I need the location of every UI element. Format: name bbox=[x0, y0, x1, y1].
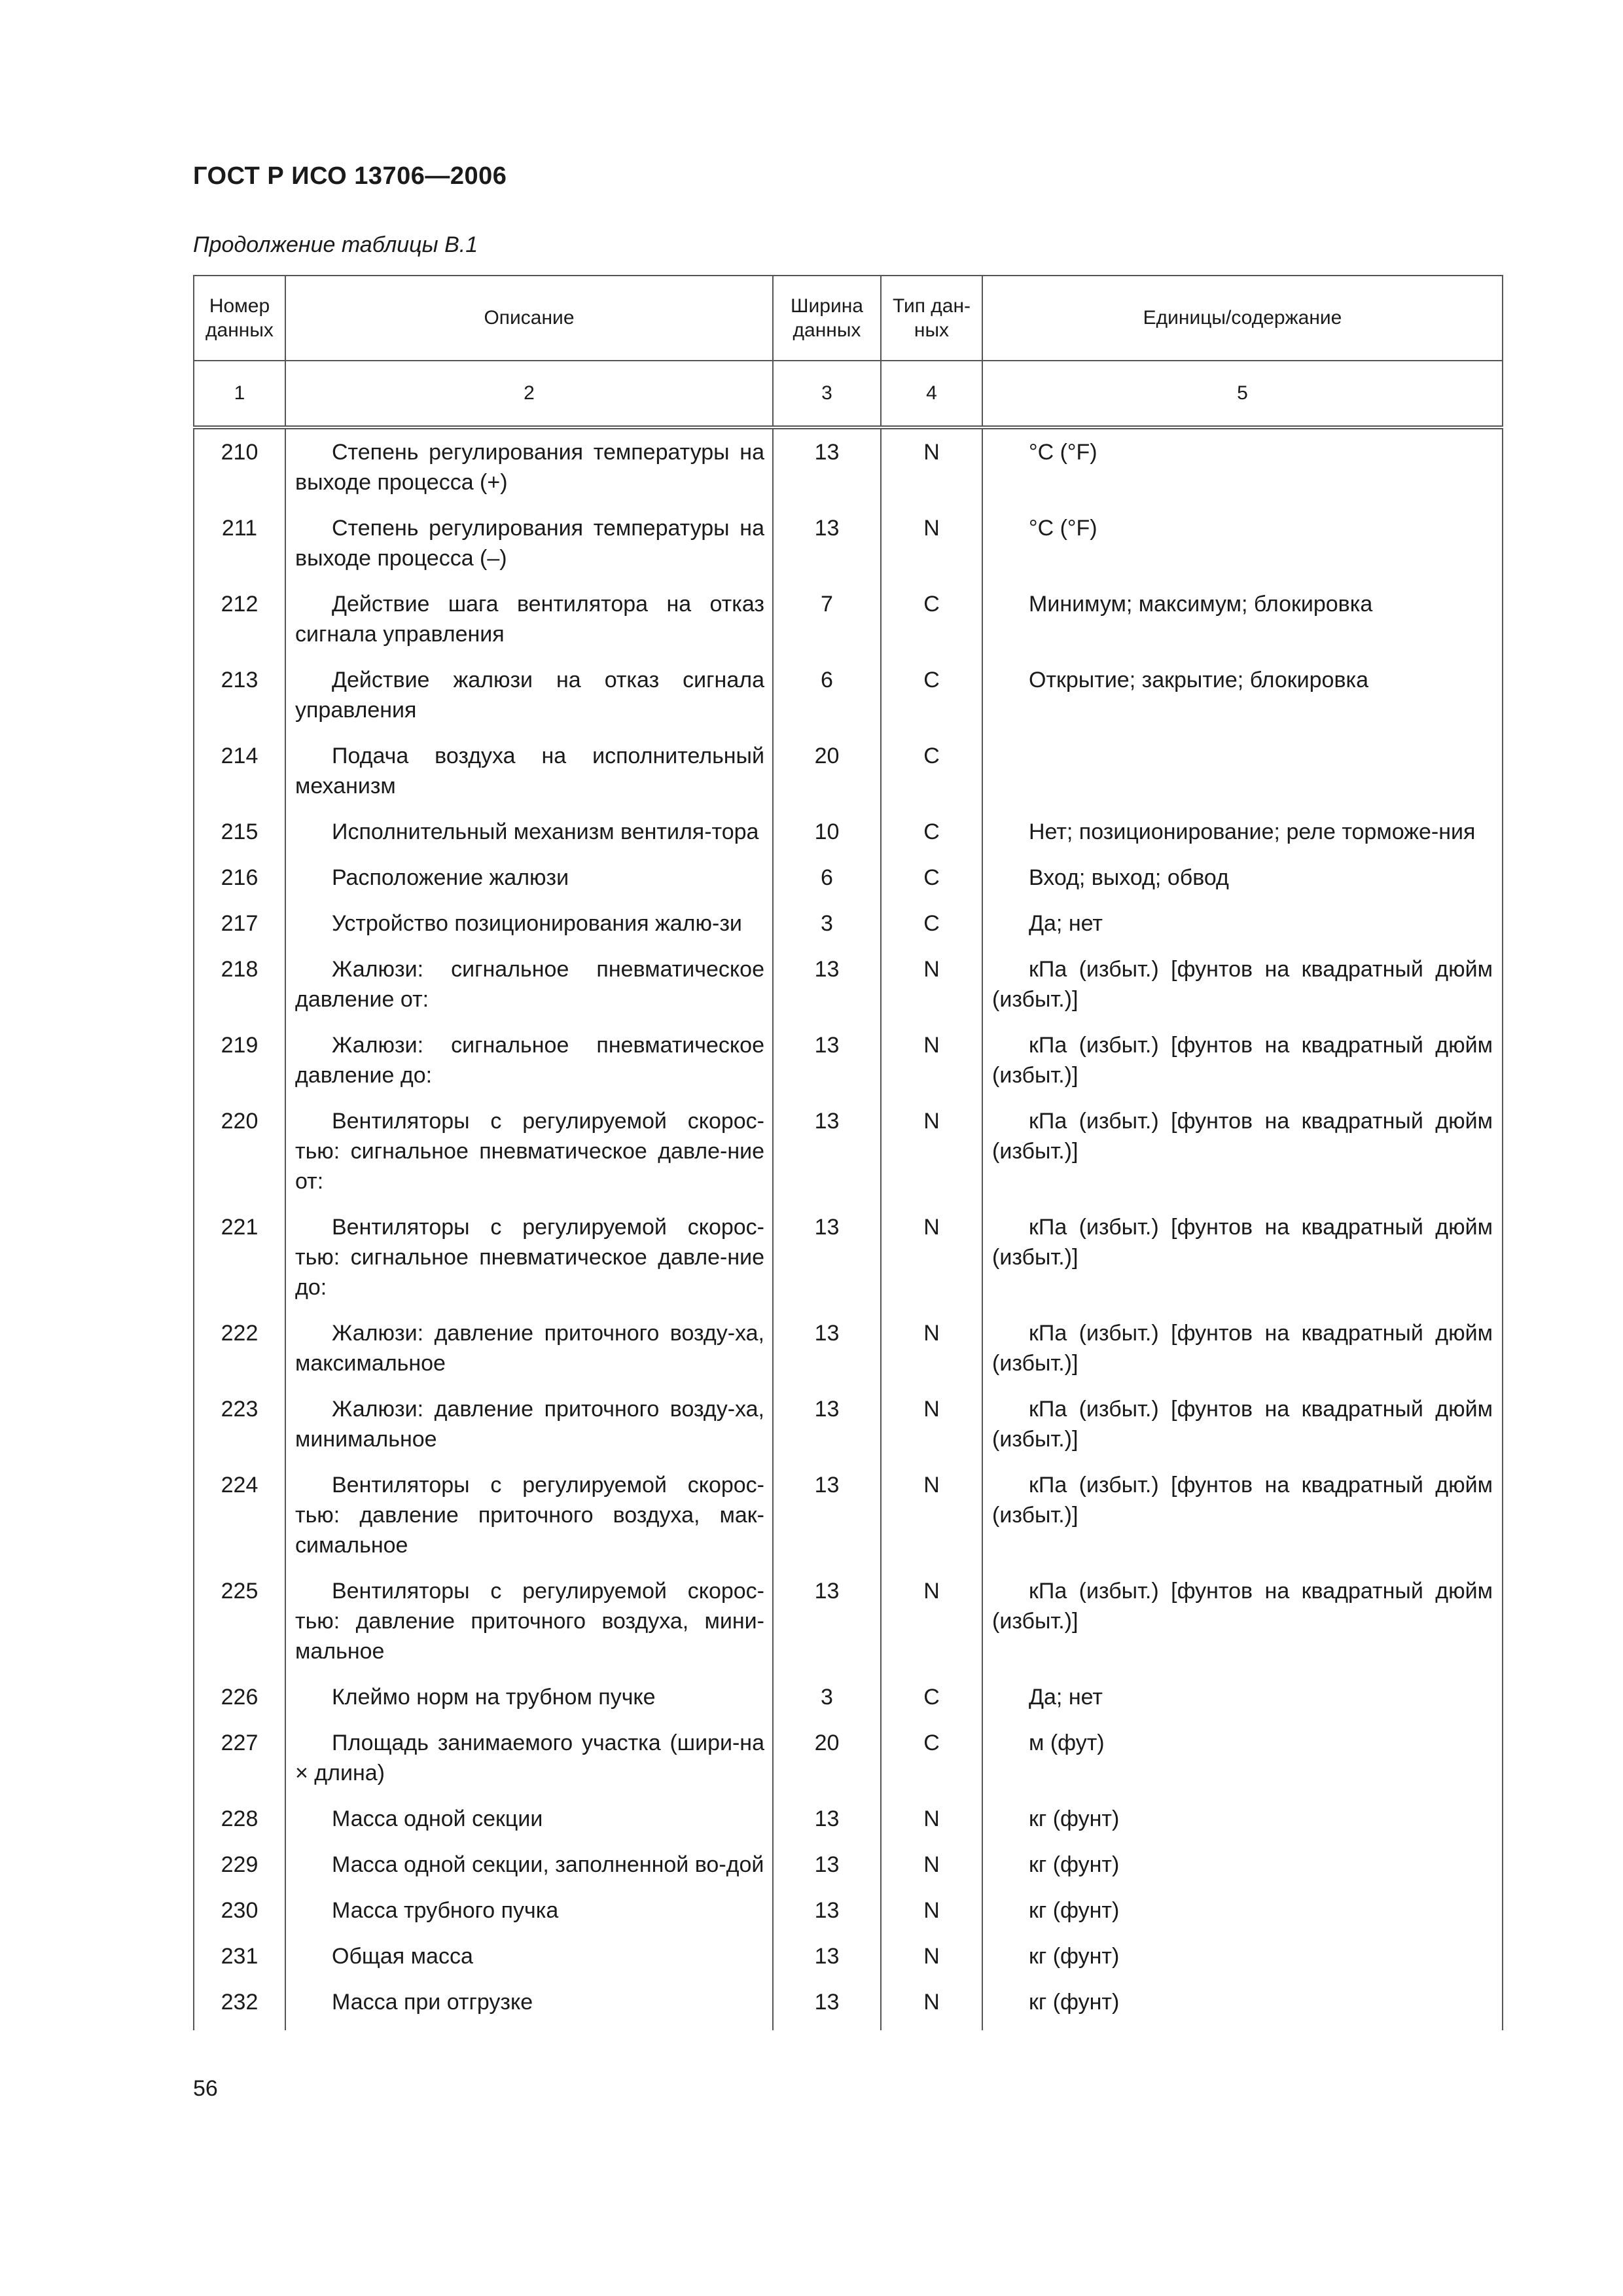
cell-data-width: 10 bbox=[773, 809, 881, 855]
cell-description: Жалюзи: сигнальное пневматическое давление от: bbox=[285, 946, 773, 1022]
cell-data-number: 210 bbox=[194, 427, 285, 505]
table-row bbox=[194, 1796, 1503, 1842]
cell-data-width: 13 bbox=[773, 1386, 881, 1462]
cell-units: кг (фунт) bbox=[982, 1796, 1503, 1842]
cell-data-number: 224 bbox=[194, 1462, 285, 1568]
cell-units: кПа (избыт.) [фунтов на квадратный дюйм (избыт.)] bbox=[982, 1204, 1503, 1310]
cell-data-type: N bbox=[881, 1933, 982, 1979]
cell-data-type: C bbox=[881, 901, 982, 946]
table-row bbox=[194, 1933, 1503, 1979]
cell-data-number: 220 bbox=[194, 1098, 285, 1204]
cell-data-type: N bbox=[881, 1888, 982, 1933]
table-row bbox=[194, 1022, 1503, 1098]
cell-data-number: 213 bbox=[194, 657, 285, 733]
cell-data-type: C bbox=[881, 1720, 982, 1796]
cell-data-type: N bbox=[881, 1386, 982, 1462]
cell-units bbox=[982, 733, 1503, 809]
column-header-type: Тип дан-ных bbox=[881, 276, 982, 361]
cell-data-number: 216 bbox=[194, 855, 285, 901]
cell-units: Да; нет bbox=[982, 1674, 1503, 1720]
table-row bbox=[194, 1462, 1503, 1568]
cell-data-width: 20 bbox=[773, 733, 881, 809]
cell-data-type: N bbox=[881, 1204, 982, 1310]
column-header-number: Номер данных bbox=[194, 276, 285, 361]
cell-units: Да; нет bbox=[982, 901, 1503, 946]
cell-units: кг (фунт) bbox=[982, 1933, 1503, 1979]
cell-units: кПа (избыт.) [фунтов на квадратный дюйм (избыт.)] bbox=[982, 946, 1503, 1022]
cell-units: °C (°F) bbox=[982, 427, 1503, 505]
column-header-width: Ширина данных bbox=[773, 276, 881, 361]
column-number: 2 bbox=[285, 361, 773, 427]
cell-data-type: N bbox=[881, 1310, 982, 1386]
cell-description: Действие шага вентилятора на отказ сигнала управления bbox=[285, 581, 773, 657]
cell-data-number: 229 bbox=[194, 1842, 285, 1888]
cell-data-type: N bbox=[881, 946, 982, 1022]
table-row bbox=[194, 1310, 1503, 1386]
document-title: ГОСТ Р ИСО 13706—2006 bbox=[193, 162, 507, 190]
cell-description: Вентиляторы с регулируемой скорос-тью: сигнальное пневматическое давле-ние до: bbox=[285, 1204, 773, 1310]
cell-description: Жалюзи: давление приточного возду-ха, минимальное bbox=[285, 1386, 773, 1462]
cell-data-type: N bbox=[881, 427, 982, 505]
cell-description: Степень регулирования температуры на выходе процесса (–) bbox=[285, 505, 773, 581]
cell-description: Масса при отгрузке bbox=[285, 1979, 773, 2030]
cell-data-type: C bbox=[881, 657, 982, 733]
cell-data-type: N bbox=[881, 505, 982, 581]
cell-data-width: 6 bbox=[773, 657, 881, 733]
table-row bbox=[194, 1204, 1503, 1310]
cell-data-number: 218 bbox=[194, 946, 285, 1022]
column-number: 5 bbox=[982, 361, 1503, 427]
cell-description: Вентиляторы с регулируемой скорос-тью: давление приточного воздуха, мак-симальное bbox=[285, 1462, 773, 1568]
cell-data-width: 6 bbox=[773, 855, 881, 901]
cell-units: Нет; позиционирование; реле торможе-ния bbox=[982, 809, 1503, 855]
cell-description: Жалюзи: сигнальное пневматическое давление до: bbox=[285, 1022, 773, 1098]
cell-data-number: 223 bbox=[194, 1386, 285, 1462]
cell-description: Действие жалюзи на отказ сигнала управления bbox=[285, 657, 773, 733]
cell-data-width: 13 bbox=[773, 1888, 881, 1933]
cell-data-type: C bbox=[881, 1674, 982, 1720]
cell-data-number: 215 bbox=[194, 809, 285, 855]
column-header-description: Описание bbox=[285, 276, 773, 361]
cell-data-number: 222 bbox=[194, 1310, 285, 1386]
table-row bbox=[194, 901, 1503, 946]
table-row bbox=[194, 427, 1503, 505]
cell-data-number: 228 bbox=[194, 1796, 285, 1842]
page-number: 56 bbox=[193, 2076, 218, 2101]
cell-data-width: 7 bbox=[773, 581, 881, 657]
cell-description: Вентиляторы с регулируемой скорос-тью: давление приточного воздуха, мини-мальное bbox=[285, 1568, 773, 1674]
cell-units: Открытие; закрытие; блокировка bbox=[982, 657, 1503, 733]
cell-data-type: N bbox=[881, 1979, 982, 2030]
cell-units: кПа (избыт.) [фунтов на квадратный дюйм (избыт.)] bbox=[982, 1386, 1503, 1462]
table-row bbox=[194, 1674, 1503, 1720]
cell-description: Расположение жалюзи bbox=[285, 855, 773, 901]
cell-data-width: 3 bbox=[773, 901, 881, 946]
cell-data-number: 231 bbox=[194, 1933, 285, 1979]
cell-data-width: 13 bbox=[773, 1022, 881, 1098]
cell-data-width: 13 bbox=[773, 1462, 881, 1568]
cell-data-number: 227 bbox=[194, 1720, 285, 1796]
cell-data-number: 230 bbox=[194, 1888, 285, 1933]
table-row bbox=[194, 505, 1503, 581]
cell-data-width: 13 bbox=[773, 1842, 881, 1888]
cell-data-type: N bbox=[881, 1462, 982, 1568]
table-caption: Продолжение таблицы В.1 bbox=[193, 232, 478, 257]
cell-data-width: 13 bbox=[773, 505, 881, 581]
cell-data-type: N bbox=[881, 1098, 982, 1204]
cell-description: Подача воздуха на исполнительный механизм bbox=[285, 733, 773, 809]
column-header-units: Единицы/содержание bbox=[982, 276, 1503, 361]
cell-data-number: 212 bbox=[194, 581, 285, 657]
column-number: 4 bbox=[881, 361, 982, 427]
table-row bbox=[194, 809, 1503, 855]
cell-units: кг (фунт) bbox=[982, 1888, 1503, 1933]
cell-description: Масса одной секции bbox=[285, 1796, 773, 1842]
cell-data-number: 211 bbox=[194, 505, 285, 581]
table-row bbox=[194, 1888, 1503, 1933]
column-number-row bbox=[194, 361, 1503, 427]
cell-units: °C (°F) bbox=[982, 505, 1503, 581]
table-row bbox=[194, 1098, 1503, 1204]
cell-data-type: N bbox=[881, 1568, 982, 1674]
cell-units: кг (фунт) bbox=[982, 1979, 1503, 2030]
column-number: 1 bbox=[194, 361, 285, 427]
cell-data-type: N bbox=[881, 1796, 982, 1842]
cell-description: Жалюзи: давление приточного возду-ха, максимальное bbox=[285, 1310, 773, 1386]
table-row bbox=[194, 1386, 1503, 1462]
cell-description: Площадь занимаемого участка (шири-на × длина) bbox=[285, 1720, 773, 1796]
table-row bbox=[194, 733, 1503, 809]
cell-data-number: 226 bbox=[194, 1674, 285, 1720]
cell-description: Вентиляторы с регулируемой скорос-тью: сигнальное пневматическое давле-ние от: bbox=[285, 1098, 773, 1204]
cell-units: Вход; выход; обвод bbox=[982, 855, 1503, 901]
table-row bbox=[194, 1720, 1503, 1796]
table-row bbox=[194, 657, 1503, 733]
table-row bbox=[194, 1842, 1503, 1888]
cell-data-width: 13 bbox=[773, 1796, 881, 1842]
table-row bbox=[194, 855, 1503, 901]
column-number: 3 bbox=[773, 361, 881, 427]
cell-description: Общая масса bbox=[285, 1933, 773, 1979]
cell-data-number: 225 bbox=[194, 1568, 285, 1674]
cell-data-width: 3 bbox=[773, 1674, 881, 1720]
cell-data-width: 13 bbox=[773, 1568, 881, 1674]
cell-units: кПа (избыт.) [фунтов на квадратный дюйм (избыт.)] bbox=[982, 1310, 1503, 1386]
cell-data-type: C bbox=[881, 733, 982, 809]
cell-units: кПа (избыт.) [фунтов на квадратный дюйм (избыт.)] bbox=[982, 1022, 1503, 1098]
cell-data-number: 232 bbox=[194, 1979, 285, 2030]
cell-units: Минимум; максимум; блокировка bbox=[982, 581, 1503, 657]
cell-data-width: 13 bbox=[773, 427, 881, 505]
cell-data-width: 13 bbox=[773, 1310, 881, 1386]
cell-data-width: 20 bbox=[773, 1720, 881, 1796]
table-body bbox=[194, 427, 1503, 2030]
cell-units: кПа (избыт.) [фунтов на квадратный дюйм (избыт.)] bbox=[982, 1568, 1503, 1674]
cell-description: Исполнительный механизм вентиля-тора bbox=[285, 809, 773, 855]
cell-description: Степень регулирования температуры на выходе процесса (+) bbox=[285, 427, 773, 505]
cell-data-width: 13 bbox=[773, 1979, 881, 2030]
cell-units: м (фут) bbox=[982, 1720, 1503, 1796]
cell-description: Устройство позиционирования жалю-зи bbox=[285, 901, 773, 946]
cell-data-type: C bbox=[881, 855, 982, 901]
cell-description: Масса трубного пучка bbox=[285, 1888, 773, 1933]
cell-data-type: N bbox=[881, 1022, 982, 1098]
cell-data-number: 221 bbox=[194, 1204, 285, 1310]
cell-data-type: C bbox=[881, 581, 982, 657]
table-row bbox=[194, 581, 1503, 657]
table-row bbox=[194, 1979, 1503, 2030]
cell-data-width: 13 bbox=[773, 946, 881, 1022]
cell-data-number: 214 bbox=[194, 733, 285, 809]
cell-data-number: 219 bbox=[194, 1022, 285, 1098]
cell-description: Масса одной секции, заполненной во-дой bbox=[285, 1842, 773, 1888]
table-row bbox=[194, 1568, 1503, 1674]
cell-data-number: 217 bbox=[194, 901, 285, 946]
cell-data-type: C bbox=[881, 809, 982, 855]
cell-data-width: 13 bbox=[773, 1933, 881, 1979]
cell-data-type: N bbox=[881, 1842, 982, 1888]
data-table bbox=[193, 275, 1503, 2030]
table-header-row bbox=[194, 276, 1503, 361]
cell-data-width: 13 bbox=[773, 1098, 881, 1204]
cell-units: кг (фунт) bbox=[982, 1842, 1503, 1888]
cell-units: кПа (избыт.) [фунтов на квадратный дюйм (избыт.)] bbox=[982, 1462, 1503, 1568]
table-row bbox=[194, 946, 1503, 1022]
cell-description: Клеймо норм на трубном пучке bbox=[285, 1674, 773, 1720]
cell-data-width: 13 bbox=[773, 1204, 881, 1310]
cell-units: кПа (избыт.) [фунтов на квадратный дюйм (избыт.)] bbox=[982, 1098, 1503, 1204]
